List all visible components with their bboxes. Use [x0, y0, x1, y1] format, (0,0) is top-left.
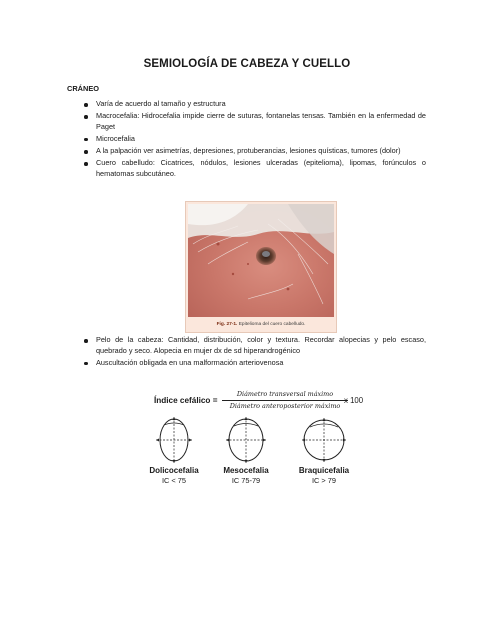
formula-fraction	[222, 390, 348, 410]
formula-numerator: Diámetro transversal máximo	[236, 390, 334, 398]
head-type-name: Dolicocefalia	[149, 466, 199, 475]
mesocefalia-skull-icon	[223, 416, 269, 464]
mesocefalia-item	[207, 416, 285, 485]
head-shape-diagrams	[135, 416, 385, 496]
caption-text: Epitelioma del cuero cabelludo.	[238, 322, 306, 327]
head-type-name: Braquicefalia	[298, 466, 350, 475]
caption-number: Fig. 27-1.	[216, 322, 238, 327]
scalp-photo	[188, 204, 334, 317]
dolicocefalia-item	[135, 416, 213, 485]
list-item: Cuero cabelludo: Cicatrices, nódulos, lesiones ulceradas (epitelioma), lipomas, forúnculos o hematomas subcutáneo.	[96, 158, 426, 178]
scalp-figure	[185, 201, 337, 333]
bullet-list-top	[96, 99, 426, 181]
list-item: A la palpación ver asimetrías, depresiones, protuberancias, lesiones quísticas, tumores (dolor)	[96, 146, 426, 157]
head-type-ic: IC 75-79	[231, 476, 261, 485]
list-item: Auscultación obligada en una malformación arteriovenosa	[96, 358, 426, 369]
braquicefalia-item	[285, 416, 363, 485]
bullet-list-bottom	[96, 335, 426, 370]
list-item: Pelo de la cabeza: Cantidad, distribución, color y textura. Recordar alopecias y pelo escaso, quebrado y seco. Alopecia en mujer dx de sd hiperandrogénico	[96, 335, 426, 355]
list-item: Varía de acuerdo al tamaño y estructura	[96, 99, 426, 110]
head-type-name: Mesocefalia	[223, 466, 269, 475]
formula-label: Índice cefálico =	[154, 396, 218, 405]
page-title: SEMIOLOGÍA DE CABEZA Y CUELLO	[143, 58, 351, 70]
figure-caption	[188, 319, 334, 330]
braquicefalia-skull-icon	[301, 416, 347, 464]
head-type-ic: IC < 75	[161, 476, 187, 485]
section-heading: CRÁNEO	[67, 84, 100, 93]
head-type-ic: IC > 79	[311, 476, 337, 485]
cephalic-index-formula	[152, 390, 382, 418]
formula-multiplier: x 100	[344, 396, 364, 405]
formula-denominator: Diámetro anteroposterior máximo	[229, 401, 341, 410]
list-item: Microcefalia	[96, 134, 426, 145]
fraction-bar	[222, 400, 348, 401]
dolicocefalia-skull-icon	[151, 416, 197, 464]
list-item: Macrocefalia: Hidrocefalia impide cierre de suturas, fontanelas tensas. También en la enfermedad de Paget	[96, 111, 426, 131]
